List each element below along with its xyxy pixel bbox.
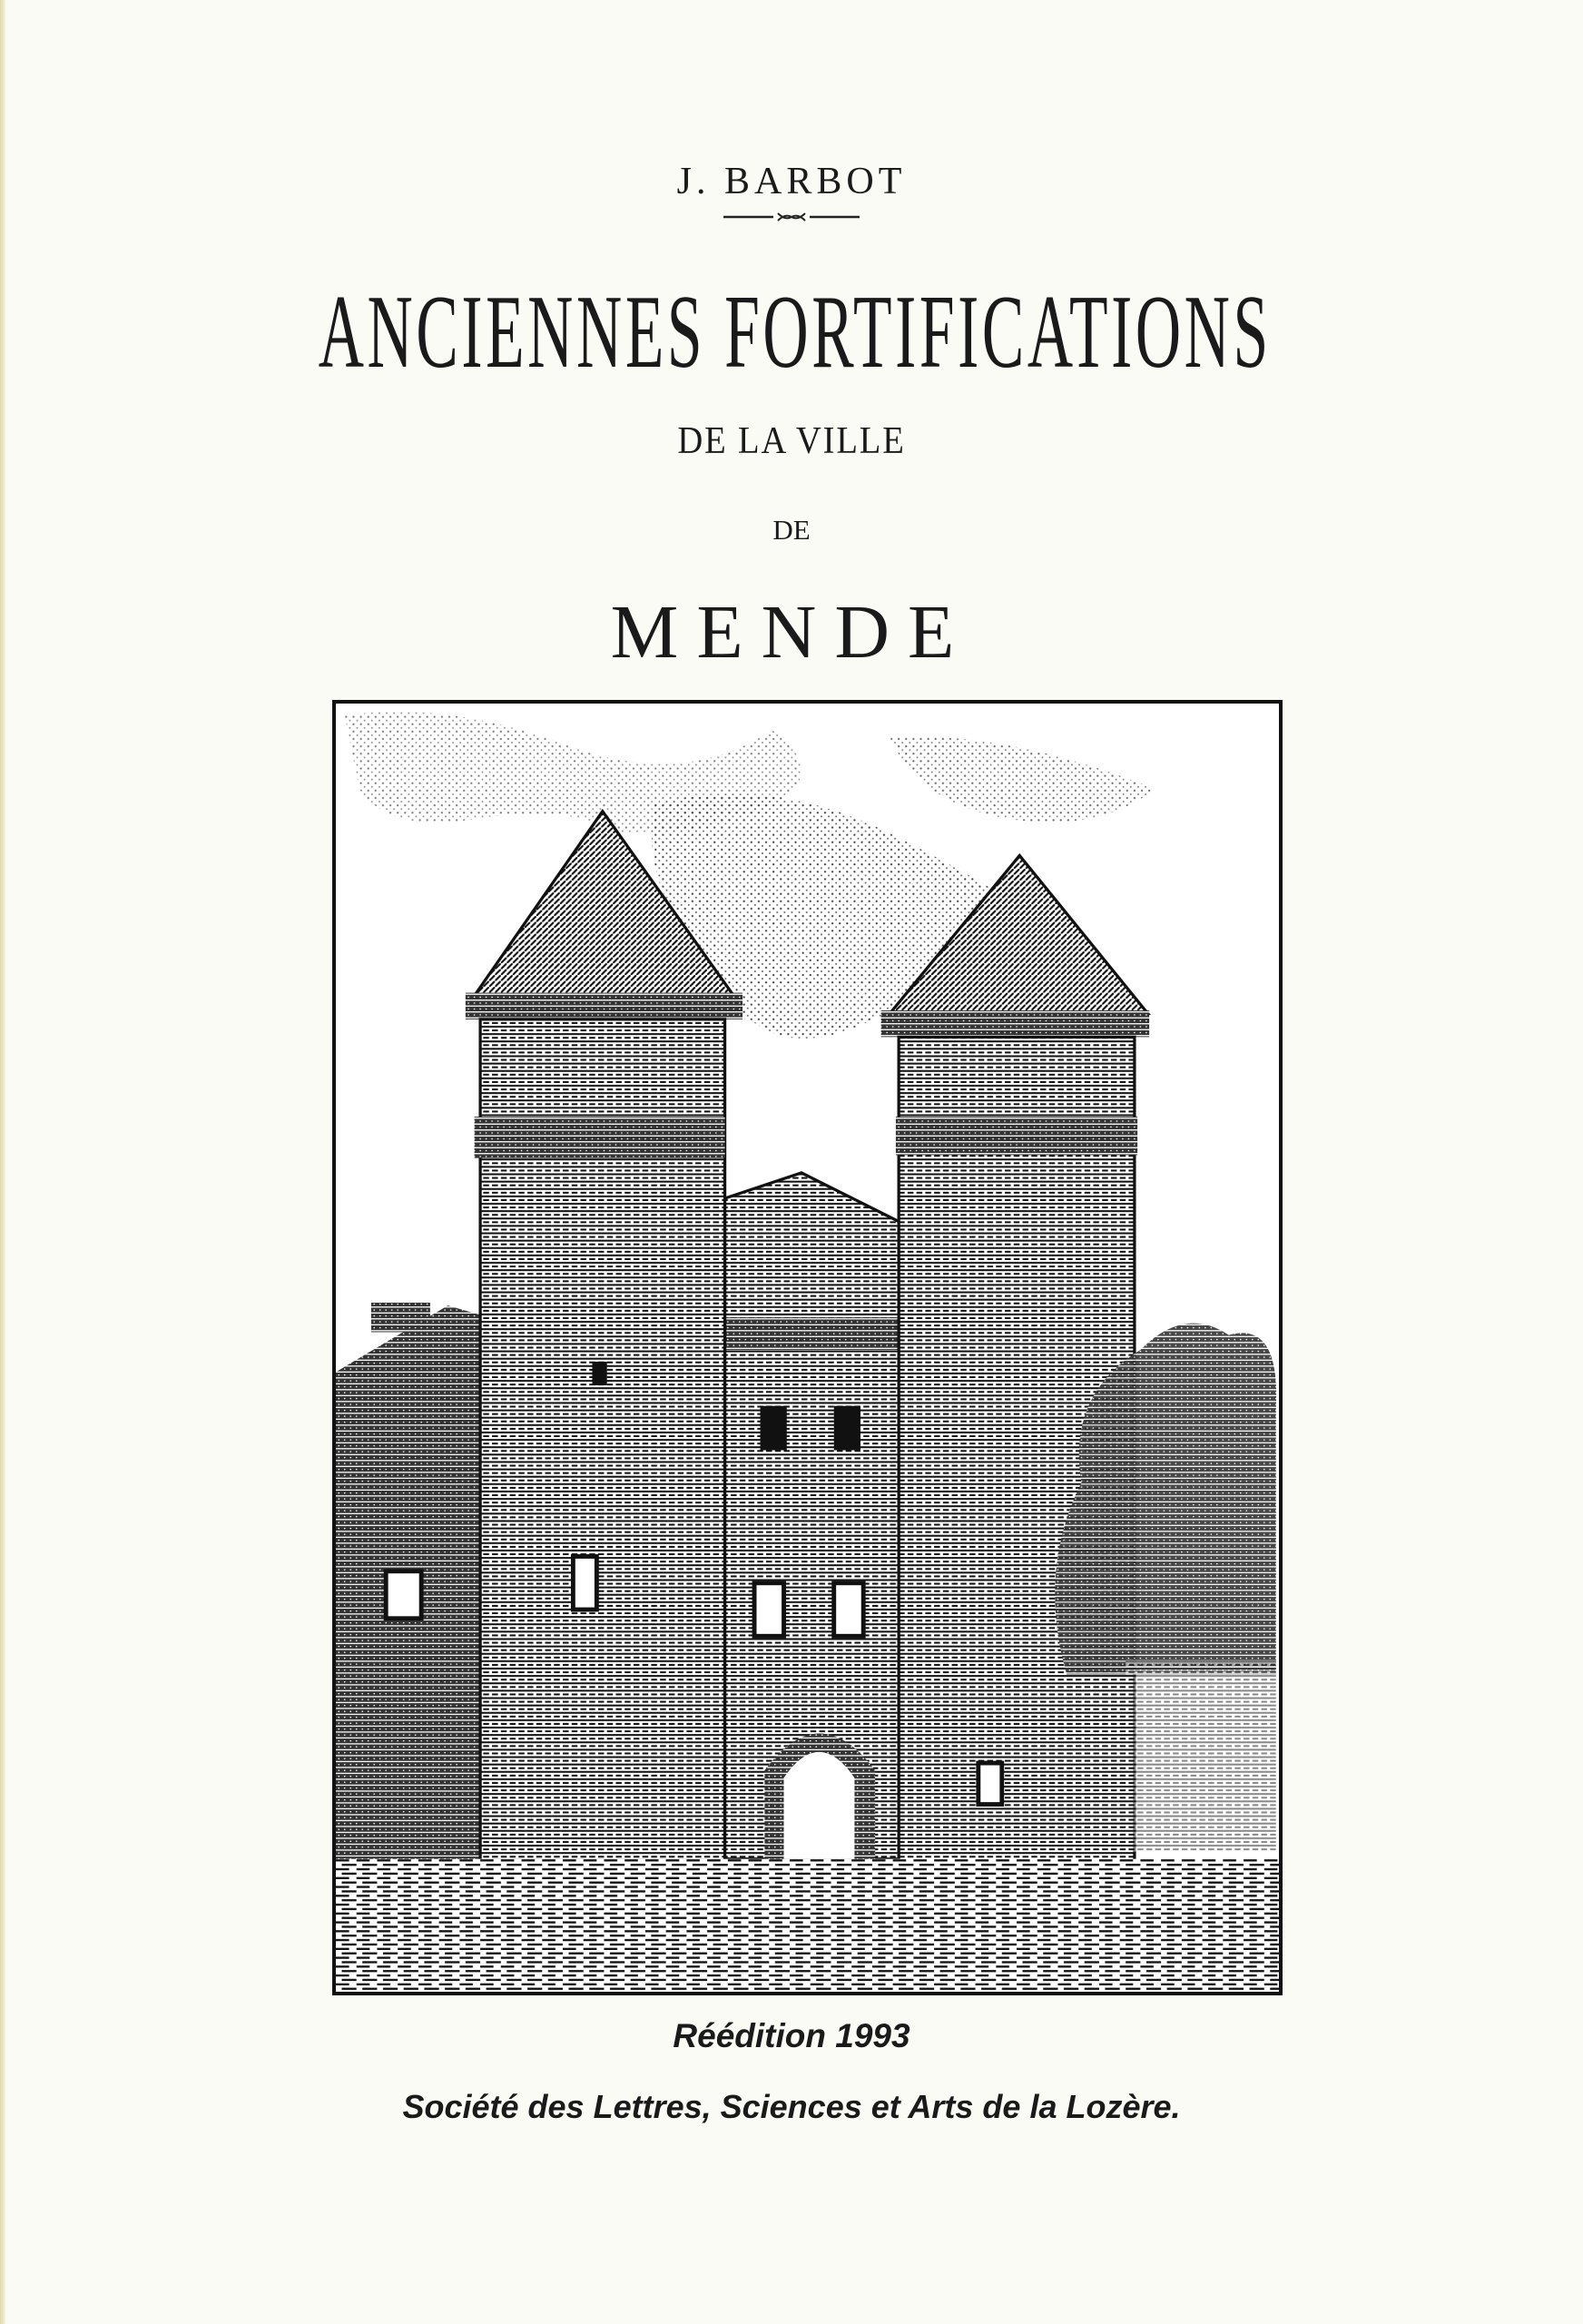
- ground: [336, 1859, 1279, 1992]
- edition-label: Réédition 1993: [673, 2017, 910, 2054]
- cover-illustration: [332, 700, 1283, 1995]
- castle-engraving: [336, 704, 1279, 1992]
- author-name: J. BARBOT: [676, 161, 907, 202]
- subtitle-de: DE: [772, 514, 811, 546]
- book-title: [0, 272, 1583, 390]
- publisher-name: Société des Lettres, Sciences et Arts de la Lozère.: [402, 2088, 1181, 2125]
- book-title-text: ANCIENNES FORTIFICATIONS: [318, 274, 1272, 390]
- city-name: MENDE: [610, 590, 973, 675]
- subtitle-de-la-ville: DE LA VILLE: [677, 420, 906, 462]
- ornament-divider: [0, 211, 1583, 228]
- gate-arch: [784, 1752, 855, 1859]
